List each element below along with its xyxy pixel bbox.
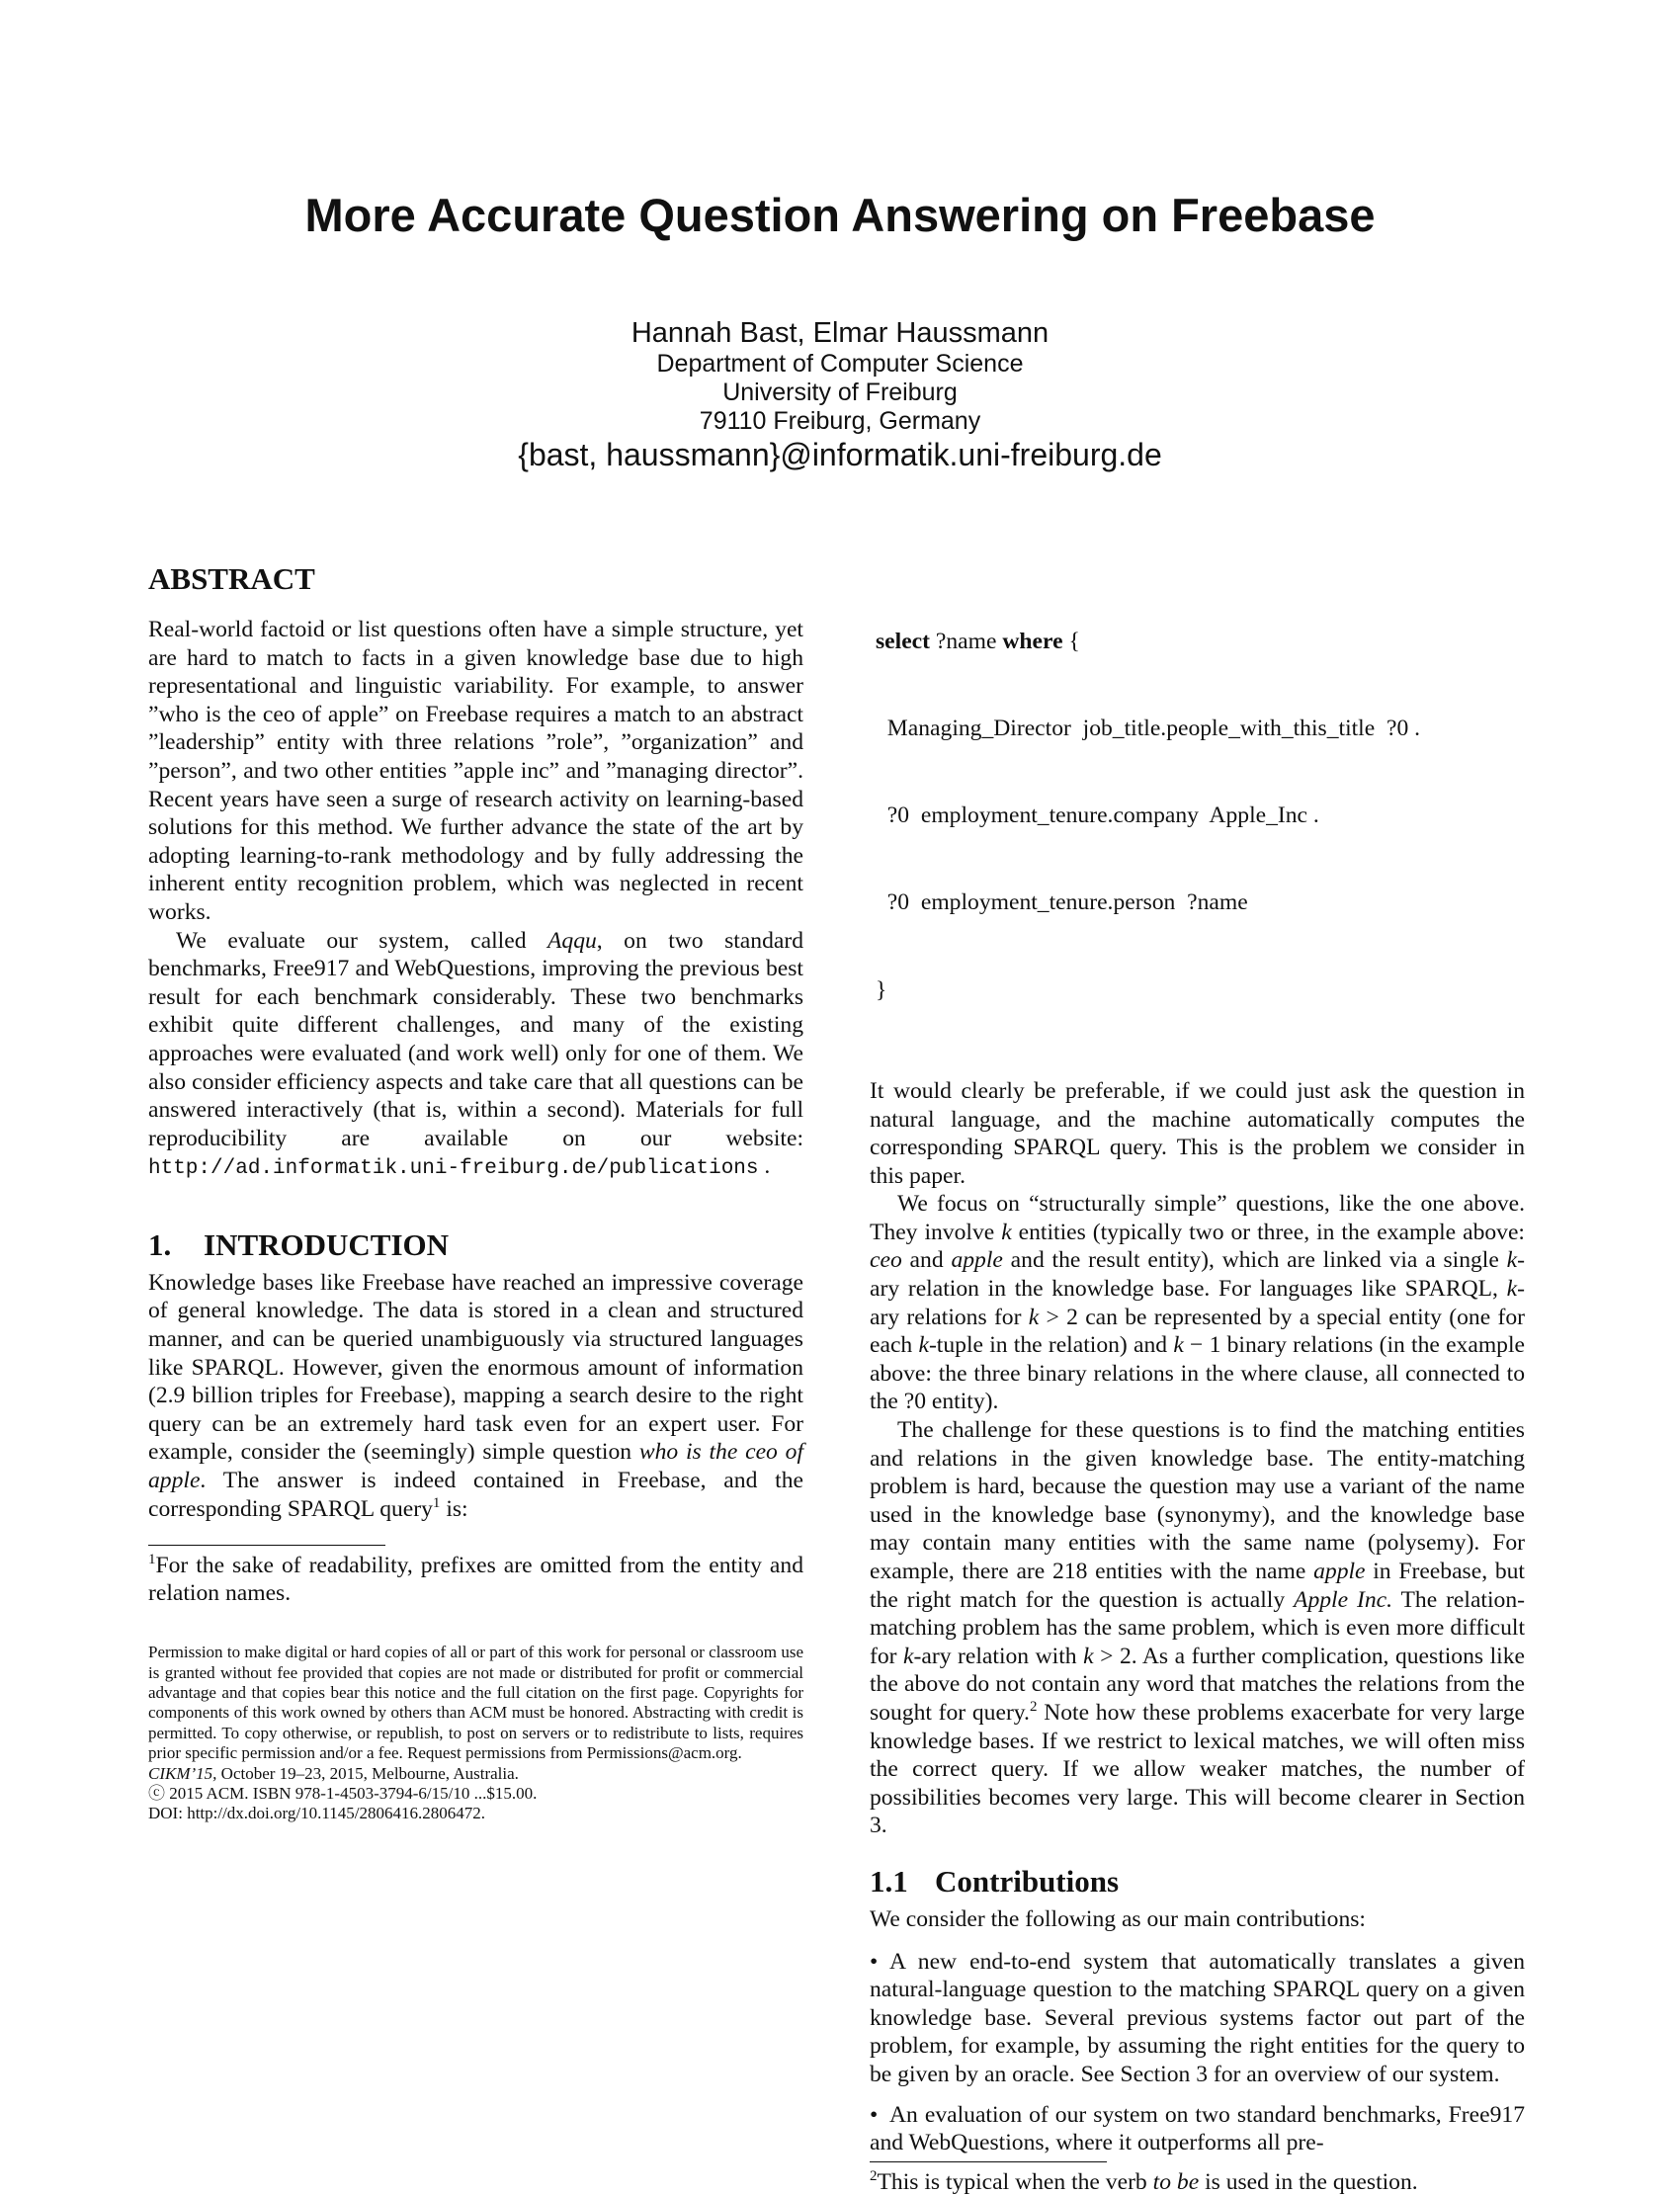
sparql-query <box>876 569 1525 1063</box>
footnote-marker: 2 <box>1029 1699 1038 1716</box>
affiliation-department: Department of Computer Science <box>656 350 1024 378</box>
text-run: − 1 binary relations (in the example above: the three binary relations in the where clause, all connected to the ?0 entity). <box>870 1332 1526 1415</box>
footnote-2 <box>870 2168 1525 2196</box>
text-run: k <box>1173 1332 1184 1359</box>
text-run: Permission to make digital or hard copies of all or part of this work for personal or classroom use is granted without fee provided that copies are not made or distributed for profit or commercial advantage and that copies bear this notice and the full citation on the first page. Copyrights for components of this work owned by others than ACM must be honored. Abstracting with credit is permitted. To copy otherwise, or republish, to post on servers or to redistribute to lists, requires prior specific permission and/or a fee. Request permissions from Permissions@acm.org. <box>148 1643 803 1763</box>
text-run: -ary relations for <box>870 1276 1525 1330</box>
text-run: http://ad.informatik.uni-freiburg.de/publications <box>148 1157 759 1181</box>
text-run: { <box>1062 628 1080 654</box>
text-run: We focus on “structurally simple” questions, like the one above. They involve <box>870 1191 1525 1245</box>
footnote-marker: 1 <box>432 1494 441 1511</box>
footnote-marker: 1 <box>148 1552 156 1568</box>
text-run: We evaluate our system, called <box>176 927 547 954</box>
text-run: and <box>901 1247 952 1274</box>
text-run: It would clearly be preferable, if we could just ask the question in natural language, and the machine automatically computes the corresponding SPARQL query. This is the problem we consider in this paper. <box>870 1077 1525 1189</box>
text-run: in Freebase, but the right match for the question is actually <box>870 1559 1525 1613</box>
footnote-marker: 2 <box>870 2167 878 2184</box>
bullet-text: A new end-to-end system that automatically translates a given natural-language question to the matching SPARQL query on a given knowledge base. Several previous systems factor out part of the problem, for example, by assuming the right entities for the query to be given by an oracle. See Section 3 for an overview of our system. <box>870 1948 1525 2087</box>
text-run: For the sake of readability, prefixes are omitted from the entity and relation names. <box>148 1553 803 1607</box>
introduction-heading <box>148 1227 803 1263</box>
text-run: Real-world factoid or list questions often have a simple structure, yet are hard to match to facts in a given knowledge base due to high representational and linguistic variability. For example, to answer ”who is the ceo of apple” on Freebase requires a match to an abstract ”leadership” entity with three relations ”role”, ”organization” and ”person”, and two other entities ”apple inc” and ”managing director”. Recent years have seen a surge of research activity on learning-based solutions for this method. We further advance the state of the art by adopting learning-to-rank methodology and by fully addressing the inherent entity recognition problem, which was neglected in recent works. <box>148 617 803 925</box>
text-run: k <box>903 1643 914 1669</box>
text-run: k <box>1028 1304 1040 1330</box>
sparql-line <box>876 715 1525 743</box>
text-run: DOI: http://dx.doi.org/10.1145/2806416.2806472. <box>148 1804 485 1823</box>
text-run: and the result entity), which are linked via a single <box>1002 1247 1507 1274</box>
introduction-paragraph <box>148 1269 803 1523</box>
text-run: . The answer is indeed contained in Freebase, and the corresponding SPARQL query <box>148 1468 803 1522</box>
sparql-line <box>876 628 1525 656</box>
text-run: k <box>1083 1643 1094 1669</box>
body-paragraph-1 <box>870 1077 1525 1190</box>
text-run: , on two standard benchmarks, Free917 and WebQuestions, improving the previous best result for each benchmark considerably. These two benchmarks exhibit quite different challenges, and many of the existing approaches were evaluated (and work well) only for one of them. We also consider efficiency aspects and take care that all questions can be answered interactively (that is, within a second). Materials for full reproducibility are available on our website: <box>148 927 803 1151</box>
abstract-paragraph-2 <box>148 927 803 1184</box>
text-run: select <box>876 628 931 654</box>
paper-header <box>0 188 1680 473</box>
copyright-isbn <box>148 1784 803 1804</box>
text-run: k <box>918 1332 929 1359</box>
text-run: k <box>1506 1247 1518 1274</box>
text-run: ?0 employment_tenure.company Apple_Inc . <box>876 802 1319 829</box>
text-run: ceo <box>870 1247 902 1274</box>
text-run: Knowledge bases like Freebase have reached an impressive coverage of general knowledge. The data is stored in a clean and structured manner, and can be queried unambiguously via structured languages like SPARQL. However, given the enormous amount of information (2.9 billion triples for Freebase), mapping a search desire to the right query can be an extremely hard task even for an expert user. For example, consider the (seemingly) simple question <box>148 1269 803 1466</box>
doi <box>148 1804 803 1823</box>
text-run: -tuple in the relation) and <box>928 1332 1174 1359</box>
section-title: INTRODUCTION <box>204 1226 450 1262</box>
affiliation-university: University of Freiburg <box>722 379 958 406</box>
footnote-1 <box>148 1552 803 1607</box>
text-run: k <box>1506 1276 1518 1303</box>
text-run: Managing_Director job_title.people_with_this_title ?0 . <box>876 716 1421 742</box>
contribution-bullet-2 <box>870 2101 1525 2157</box>
text-run: -ary relation with <box>913 1643 1084 1669</box>
contributions-heading <box>870 1864 1525 1900</box>
text-run: CIKM’15, <box>148 1763 217 1783</box>
text-run: } <box>876 976 887 1003</box>
subsection-title: Contributions <box>935 1863 1120 1899</box>
body-paragraph-3 <box>870 1416 1525 1840</box>
text-run: apple <box>1313 1559 1366 1584</box>
text-run: ⓒ 2015 ACM. ISBN 978-1-4503-3794-6/15/10 ...$15.00. <box>148 1784 538 1804</box>
text-run: who is the ceo of apple <box>148 1439 803 1494</box>
permission-text <box>148 1643 803 1763</box>
text-run: to be <box>1152 2168 1200 2195</box>
conference-info <box>148 1764 803 1784</box>
abstract-heading: ABSTRACT <box>148 561 315 596</box>
text-run: October 19–23, 2015, Melbourne, Australia. <box>216 1763 519 1783</box>
body-paragraph-2 <box>870 1190 1525 1416</box>
text-run: . <box>758 1153 771 1180</box>
text-run: ?name <box>930 628 1003 654</box>
text-run: -ary relation in the knowledge base. For languages like SPARQL, <box>870 1247 1525 1303</box>
bullet-text: An evaluation of our system on two standard benchmarks, Free917 and WebQuestions, where it outperforms all pre- <box>870 2101 1525 2156</box>
text-run: where <box>1002 628 1063 654</box>
section-number: 1. <box>148 1226 172 1262</box>
footnote-rule <box>148 1545 385 1546</box>
text-run: ?0 employment_tenure.person ?name <box>876 889 1248 916</box>
text-run: > 2 can be represented by a special entity (one for each <box>870 1304 1525 1359</box>
text-run: Aqqu <box>546 927 597 954</box>
text-run: k <box>1001 1219 1012 1245</box>
text-run: The challenge for these questions is to find the matching entities and relations in the given knowledge base. The entity-matching problem is hard, because the question may use a variant of the name used in the knowledge base (synonymy), and the knowledge base may contain many entities with the same name (polysemy). For example, there are 218 entities with the name <box>870 1417 1525 1584</box>
contributions-intro: We consider the following as our main contributions: <box>870 1905 1366 1932</box>
author-emails: {bast, haussmann}@informatik.uni-freiburg.de <box>518 437 1162 472</box>
footnote-rule <box>870 2161 1107 2162</box>
text-run: entities (typically two or three, in the example above: <box>1011 1219 1525 1245</box>
paper-title: More Accurate Question Answering on Freebase <box>304 189 1376 241</box>
text-run: Note how these problems exacerbate for very large knowledge bases. If we restrict to lexical matches, we will often miss the correct query. If we allow weaker matches, the number of possibilities becomes very large. This will become clearer in Section 3. <box>870 1699 1525 1839</box>
authors: Hannah Bast, Elmar Haussmann <box>630 317 1050 349</box>
text-run: > 2. As a further complication, questions like the above do not contain any word that matches the relations from the sought for query. <box>870 1643 1525 1726</box>
bullet-icon: • <box>870 2101 879 2128</box>
text-run: The relation-matching problem has the same problem, which is even more difficult for <box>870 1586 1525 1669</box>
bullet-icon: • <box>870 1948 879 1975</box>
text-run: apple <box>951 1247 1003 1274</box>
text-run: This is typical when the verb <box>877 2168 1153 2195</box>
permission-notice <box>148 1643 803 1824</box>
subsection-number: 1.1 <box>870 1863 908 1899</box>
affiliation-address: 79110 Freiburg, Germany <box>699 407 981 435</box>
sparql-line <box>876 976 1525 1005</box>
right-column <box>870 561 1525 2196</box>
abstract-paragraph-1 <box>148 616 803 927</box>
text-run: is: <box>440 1495 468 1522</box>
text-run: is used in the question. <box>1199 2168 1418 2195</box>
sparql-line <box>876 802 1525 830</box>
left-column <box>148 561 803 1824</box>
contribution-bullet-1 <box>870 1948 1525 2089</box>
sparql-line <box>876 888 1525 917</box>
text-run: Apple Inc. <box>1294 1586 1392 1613</box>
